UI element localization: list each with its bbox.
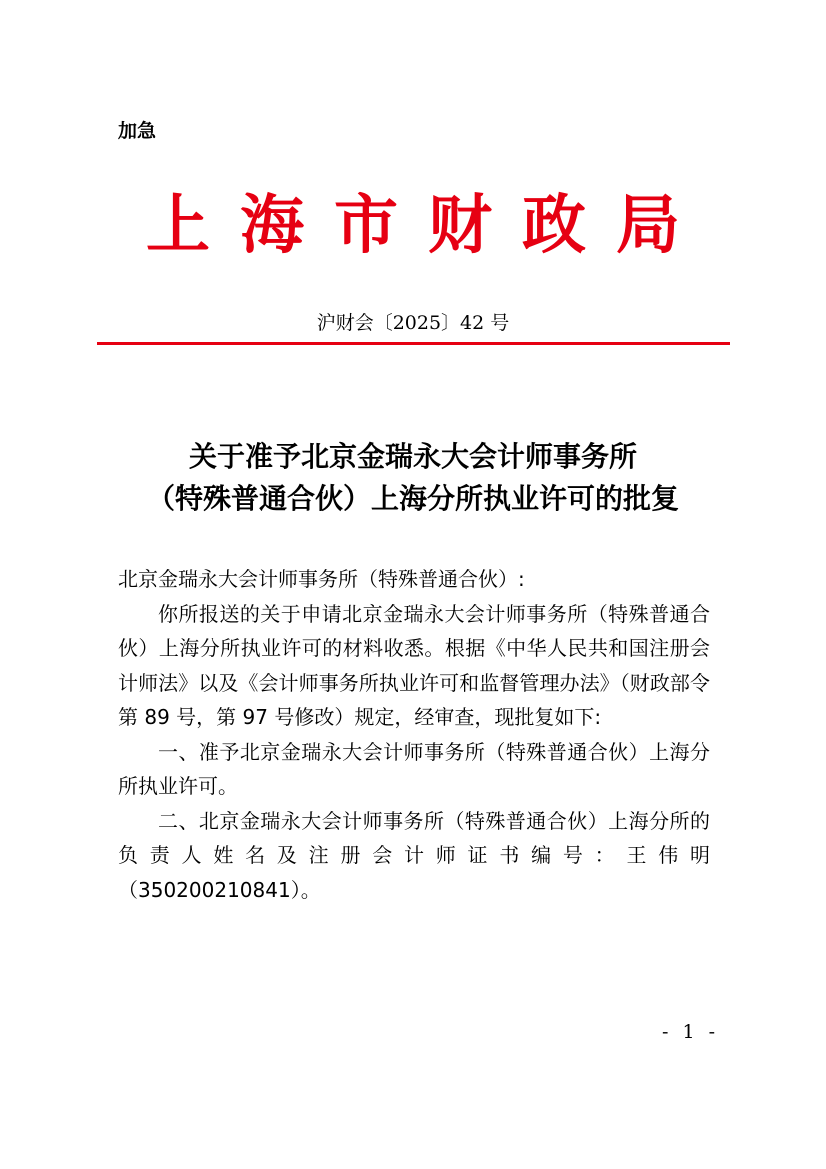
document-title (0, 436, 826, 520)
salutation: 北京金瑞永大会计师事务所（特殊普通合伙）: (118, 567, 525, 591)
document-body (118, 562, 710, 907)
red-divider-line (97, 342, 730, 345)
approval-item-2-text: 二、北京金瑞永大会计师事务所（特殊普通合伙）上海分所的负责人姓名及注册会计师证书编号：王伟明 (118, 808, 710, 867)
title-line-2: （特殊普通合伙）上海分所执业许可的批复 (146, 482, 679, 515)
approval-item-1: 一、准予北京金瑞永大会计师事务所（特殊普通合伙）上海分所执业许可。 (118, 739, 710, 798)
urgency-label: 加急 (118, 120, 157, 142)
approval-item-2 (118, 804, 710, 873)
body-paragraph-1: 你所报送的关于申请北京金瑞永大会计师事务所（特殊普通合伙）上海分所执业许可的材料收悉。根据《中华人民共和国注册会计师法》以及《会计师事务所执业许可和监督管理办法》（财政部令第 89 号，第 97 号修改）规定，经审查，现批复如下: (118, 601, 710, 729)
title-line-1: 关于准予北京金瑞永大会计师事务所 (188, 440, 637, 473)
page-number: - 1 - (662, 1021, 720, 1043)
document-number: 沪财会〔2025〕42 号 (316, 312, 510, 334)
issuing-authority-title: 上海市财政局 (146, 188, 710, 263)
approval-item-2-certificate: （350200210841）。 (118, 877, 321, 902)
